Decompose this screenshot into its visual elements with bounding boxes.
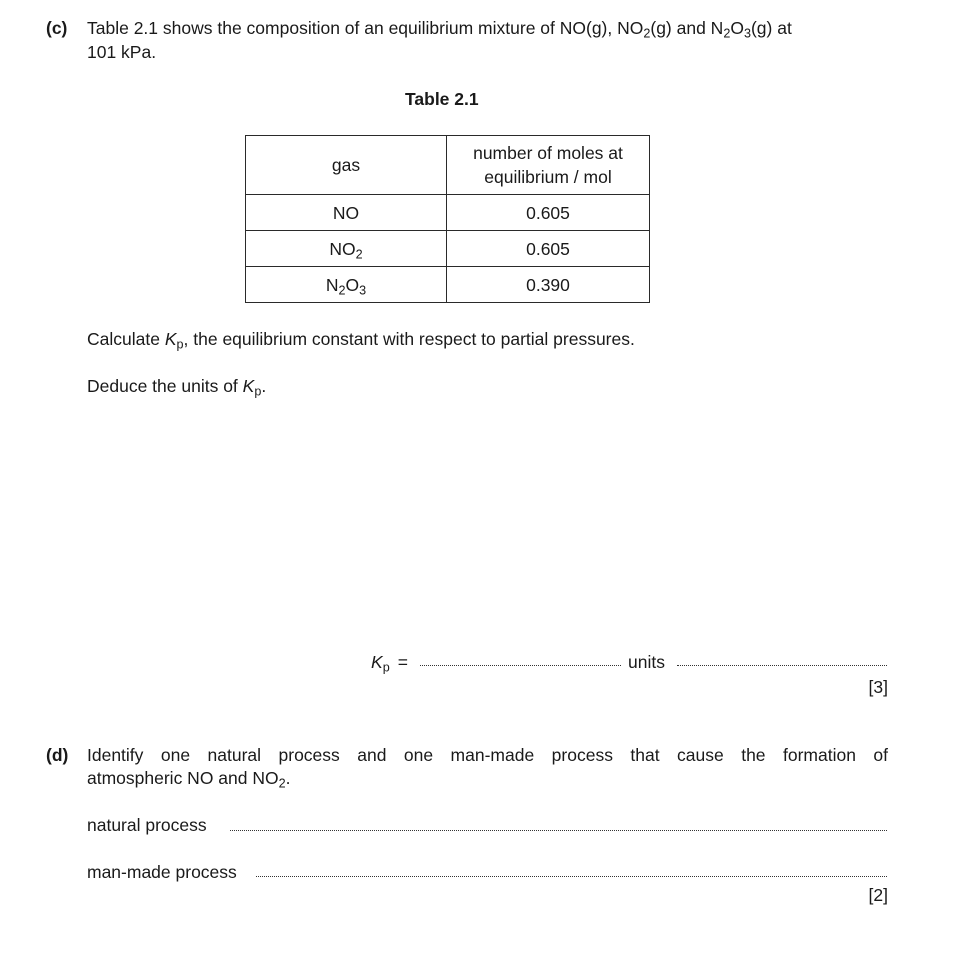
natural-process-line[interactable] — [230, 830, 887, 831]
kp-subscript: p — [254, 384, 262, 399]
table-header-row — [246, 136, 650, 195]
part-c-marks: [3] — [868, 677, 888, 697]
moles-value: 0.605 — [526, 202, 570, 223]
moles-cell — [447, 195, 650, 231]
units-answer-line[interactable] — [677, 665, 887, 666]
gas-name: NO — [329, 238, 356, 259]
instruction-deduce — [87, 376, 266, 397]
kp-answer-label — [371, 652, 408, 673]
instruction1-text-a: Calculate — [87, 329, 165, 349]
natural-process-label: natural process — [87, 815, 207, 835]
intro-sub-3: 3 — [743, 26, 751, 41]
intro-text-b: (g) and N — [650, 18, 724, 38]
question-line2-text-b: . — [285, 768, 291, 788]
header-gas — [246, 136, 447, 195]
header-gas-text: gas — [331, 155, 361, 175]
composition-table — [245, 135, 650, 303]
kp-equals: = — [397, 652, 408, 672]
kp-answer-line[interactable] — [420, 665, 621, 666]
kp-symbol: K — [164, 329, 177, 349]
gas-cell — [246, 267, 447, 303]
gas-name: N — [325, 274, 339, 295]
units-label: units — [628, 652, 665, 672]
moles-cell — [447, 267, 650, 303]
intro-text-a: Table 2.1 shows the composition of an equilibrium mixture of NO(g), NO — [87, 18, 644, 38]
part-d-marks: [2] — [868, 885, 888, 905]
instruction1-text-b: , the equilibrium constant with respect to partial pressures. — [183, 329, 635, 349]
gas-name: NO — [332, 202, 360, 223]
kp-symbol: K — [242, 376, 255, 396]
moles-cell — [447, 231, 650, 267]
header-moles-line1: number of moles at — [473, 143, 623, 163]
table-row — [246, 231, 650, 267]
manmade-process-label: man-made process — [87, 862, 237, 882]
moles-value: 0.605 — [526, 238, 570, 259]
part-d-label: (d) — [46, 745, 69, 765]
part-c-intro-line2: 101 kPa. — [87, 42, 157, 62]
instruction-calculate — [87, 329, 635, 350]
table-row — [246, 195, 650, 231]
question-line2-text-a: atmospheric NO and NO — [87, 768, 279, 788]
gas-subscript-2: 3 — [359, 283, 367, 298]
intro-text-d: (g) at — [750, 18, 792, 38]
gas-cell — [246, 195, 447, 231]
instruction2-text-b: . — [261, 376, 267, 396]
manmade-process-line[interactable] — [256, 876, 887, 877]
gas-name-tail: O — [345, 274, 360, 295]
part-c-label: (c) — [46, 18, 68, 38]
part-c-intro-line1 — [87, 18, 792, 39]
intro-sub-1: 2 — [643, 26, 651, 41]
kp-subscript: p — [176, 337, 184, 352]
part-d-question-line1: Identify one natural process and one man-made process that cause the formation of — [87, 745, 888, 765]
part-d-question-line2 — [87, 768, 291, 789]
moles-value: 0.390 — [526, 274, 570, 295]
kp-symbol: K — [371, 652, 383, 672]
intro-text-c: O — [730, 18, 744, 38]
gas-cell — [246, 231, 447, 267]
header-moles — [447, 136, 650, 195]
intro-sub-2: 2 — [723, 26, 731, 41]
gas-subscript: 2 — [338, 283, 346, 298]
instruction2-text-a: Deduce the units of — [87, 376, 243, 396]
header-moles-line2: equilibrium / mol — [484, 167, 612, 187]
kp-subscript: p — [382, 660, 390, 675]
question-line2-subscript: 2 — [278, 776, 286, 791]
gas-subscript: 2 — [355, 247, 363, 262]
table-row — [246, 267, 650, 303]
table-caption: Table 2.1 — [405, 89, 479, 109]
